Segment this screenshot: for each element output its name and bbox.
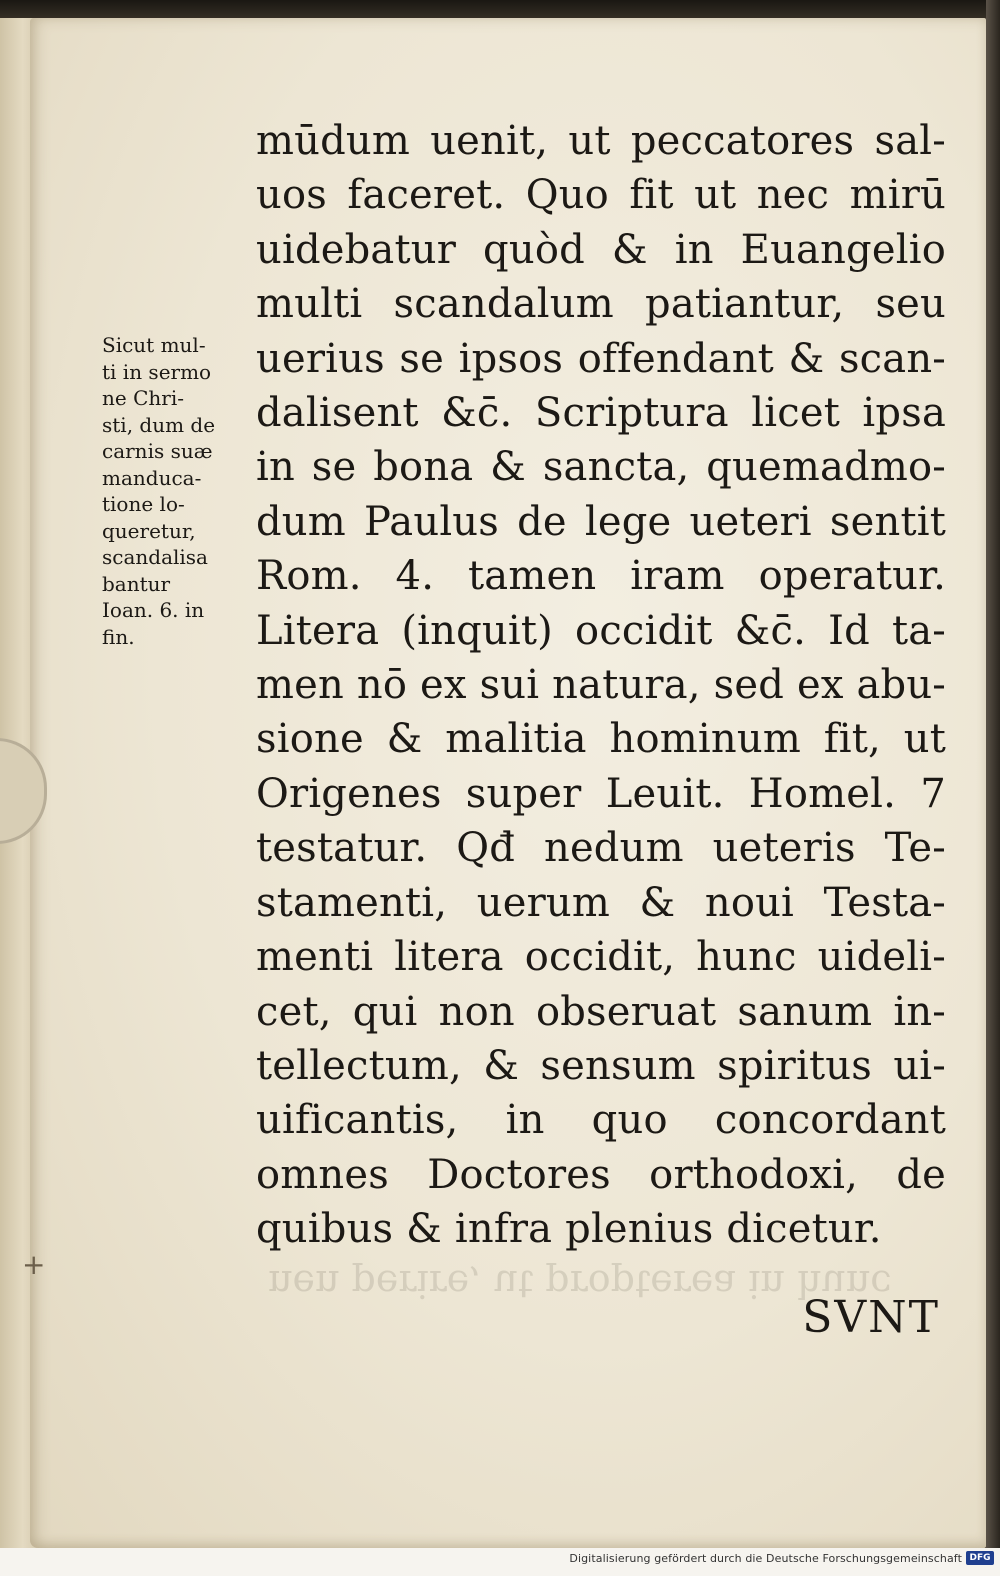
pencil-mark: + bbox=[22, 1248, 46, 1281]
book-right-edge bbox=[986, 0, 1000, 1576]
main-text-block bbox=[256, 114, 946, 1257]
text-line: quibus & infra plenius dicetur. bbox=[256, 1206, 882, 1253]
show-through-text: nen perire, ut propterea in hunc bbox=[268, 1262, 892, 1306]
margin-line: Ioan. 6. in bbox=[102, 598, 205, 622]
margin-line: Sicut mul- bbox=[102, 333, 206, 357]
margin-line: queretur, bbox=[102, 518, 196, 543]
margin-line: tione lo- bbox=[102, 492, 185, 516]
text-line: cet, qui non obseruat sanum in- bbox=[256, 988, 946, 1035]
text-line: stamenti, uerum & noui Testa- bbox=[256, 879, 946, 926]
margin-line: sti, dum de bbox=[102, 412, 216, 437]
text-line: menti litera occidit, hunc uideli- bbox=[256, 934, 946, 981]
text-line: in se bona & sancta, quemadmo- bbox=[256, 444, 946, 491]
margin-line: carnis suæ bbox=[102, 439, 213, 463]
text-line: men nō ex sui natura, sed ex abu- bbox=[256, 662, 947, 709]
margin-line: fin. bbox=[102, 624, 135, 649]
text-line: sione & malitia hominum fit, ut bbox=[256, 716, 946, 763]
text-line: tellectum, & sensum spiritus ui- bbox=[256, 1042, 946, 1089]
text-line: dalisent &c̄. Scriptura licet ipsa bbox=[256, 390, 946, 437]
dfg-logo: DFG bbox=[966, 1551, 994, 1565]
text-line: Origenes super Leuit. Homel. 7 bbox=[256, 770, 946, 817]
marginal-note bbox=[102, 332, 262, 650]
margin-line: ti in sermo bbox=[102, 359, 212, 384]
margin-line: manduca- bbox=[102, 465, 202, 490]
margin-line: bantur bbox=[102, 571, 171, 596]
footer-credit: Digitalisierung gefördert durch die Deutsche Forschungsgemeinschaft bbox=[569, 1552, 962, 1565]
text-line: Litera (inquit) occidit &c̄. Id ta- bbox=[256, 607, 946, 654]
margin-line: ne Chri- bbox=[102, 386, 184, 410]
text-line: omnes Doctores orthodoxi, de bbox=[256, 1151, 946, 1198]
margin-line: scandalisa bbox=[102, 545, 208, 569]
text-line: uidebatur quòd & in Euangelio bbox=[256, 226, 946, 273]
text-line: uos faceret. Quo fit ut nec mirū bbox=[256, 172, 946, 219]
text-line: testatur. Qđ nedum ueteris Te- bbox=[256, 825, 946, 872]
text-line: mūdum uenit, ut peccatores sal- bbox=[256, 118, 946, 164]
text-line: dum Paulus de lege ueteri sentit bbox=[256, 498, 946, 545]
text-line: Rom. 4. tamen iram operatur. bbox=[256, 553, 946, 600]
catchword: SVNT bbox=[802, 1292, 940, 1343]
text-line: uerius se ipsos offendant & scan- bbox=[256, 335, 946, 382]
text-line: uificantis, in quo concordant bbox=[256, 1097, 946, 1144]
text-line: multi scandalum patiantur, seu bbox=[256, 281, 946, 328]
